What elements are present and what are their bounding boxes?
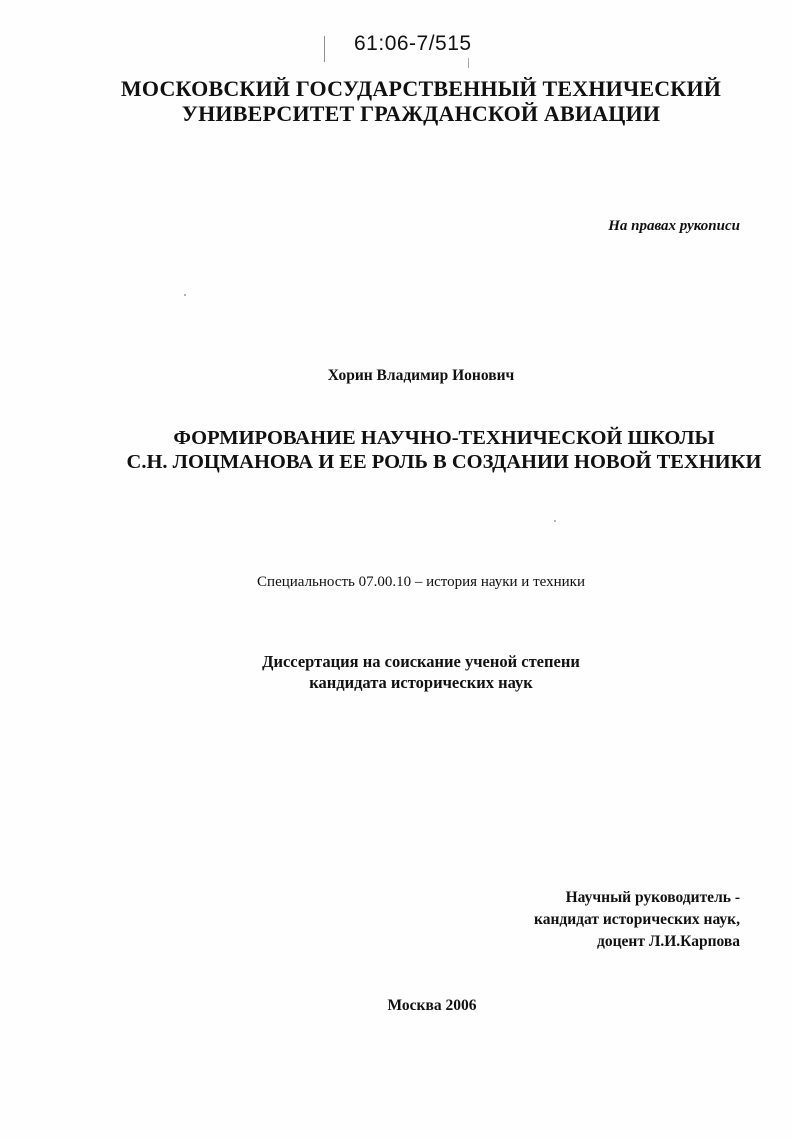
rights-note: На правах рукописи [608, 218, 740, 234]
supervisor-line-2: кандидат исторических наук, [534, 911, 740, 928]
specialty: Специальность 07.00.10 – история науки и техники [257, 574, 585, 590]
scan-mark [324, 36, 325, 62]
university-name [0, 76, 792, 126]
scan-mark [468, 58, 469, 68]
dissertation-title [0, 426, 792, 474]
degree-statement [0, 651, 792, 693]
supervisor-line-1: Научный руководитель - [565, 889, 740, 906]
title-line-1: ФОРМИРОВАНИЕ НАУЧНО-ТЕХНИЧЕСКОЙ ШКОЛЫ [173, 427, 715, 449]
university-line-2: УНИВЕРСИТЕТ ГРАЖДАНСКОЙ АВИАЦИИ [181, 101, 661, 126]
degree-line-2: кандидата исторических наук [309, 673, 533, 692]
city-year: Москва 2006 [387, 997, 477, 1014]
title-line-2: С.Н. ЛОЦМАНОВА И ЕЕ РОЛЬ В СОЗДАНИИ НОВОЙ ТЕХНИКИ [126, 451, 762, 473]
scan-speck [554, 520, 556, 522]
supervisor-line-3: доцент Л.И.Карпова [597, 933, 740, 950]
scan-speck [184, 294, 186, 296]
author-name: Хорин Владимир Ионович [327, 367, 515, 384]
catalog-code: 61:06-7/515 [354, 32, 472, 55]
degree-line-1: Диссертация на соискание ученой степени [262, 652, 580, 671]
university-line-1: МОСКОВСКИЙ ГОСУДАРСТВЕННЫЙ ТЕХНИЧЕСКИЙ [120, 76, 722, 101]
supervisor-block [534, 887, 740, 953]
